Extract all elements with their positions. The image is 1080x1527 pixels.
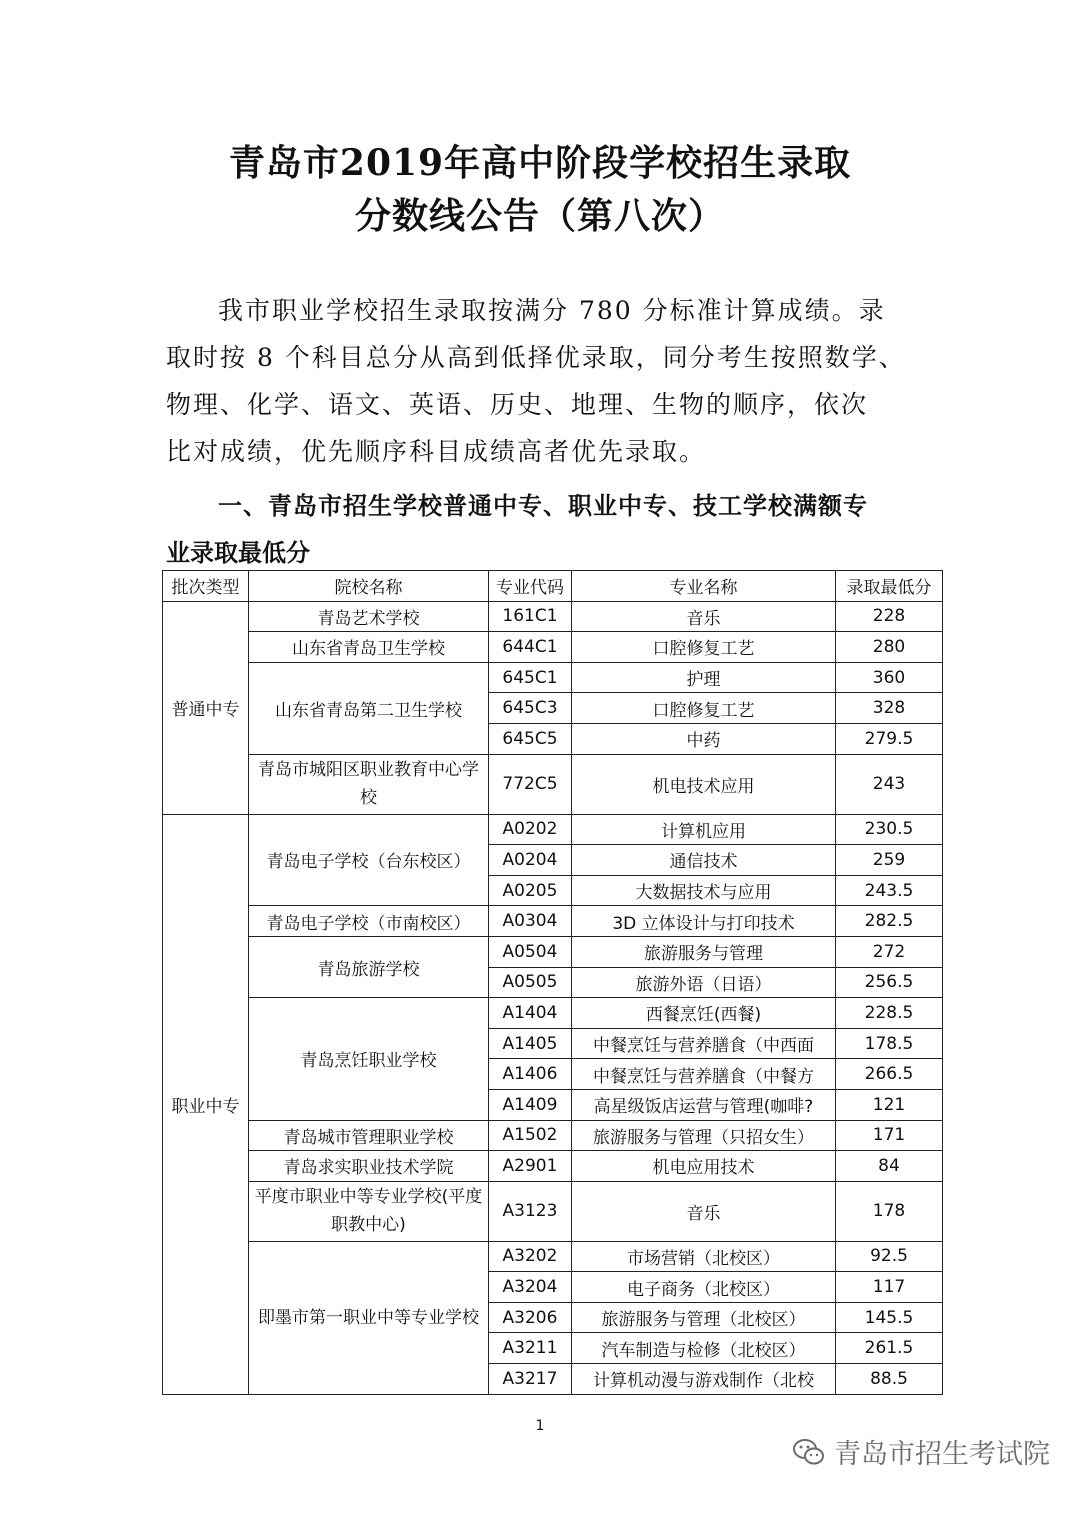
school-cell: 山东省青岛第二卫生学校 <box>249 662 489 754</box>
code-cell: A1405 <box>489 1028 572 1059</box>
major-cell: 计算机动漫与游戏制作（北校 <box>572 1364 836 1395</box>
major-cell: 高星级饭店运营与管理(咖啡? <box>572 1089 836 1120</box>
table-row <box>163 601 943 632</box>
score-cell: 256.5 <box>836 967 943 998</box>
watermark <box>792 1432 1050 1471</box>
table-row <box>163 998 943 1029</box>
score-cell: 272 <box>836 936 943 967</box>
table-header-row <box>163 571 943 602</box>
code-cell: 645C5 <box>489 723 572 754</box>
code-cell: A1409 <box>489 1089 572 1120</box>
code-cell: 161C1 <box>489 601 572 632</box>
major-cell: 3D 立体设计与打印技术 <box>572 906 836 937</box>
major-cell: 护理 <box>572 662 836 693</box>
major-cell: 音乐 <box>572 1181 836 1241</box>
score-cell: 243 <box>836 754 943 814</box>
score-cell: 261.5 <box>836 1333 943 1364</box>
batch-cell: 职业中专 <box>163 814 249 1394</box>
code-cell: 772C5 <box>489 754 572 814</box>
code-cell: A1502 <box>489 1120 572 1151</box>
admission-score-table <box>162 570 943 1395</box>
section-heading-line1: 一、青岛市招生学校普通中专、职业中专、技工学校满额专 <box>218 492 868 520</box>
table-row <box>163 936 943 967</box>
major-cell: 市场营销（北校区） <box>572 1241 836 1272</box>
code-cell: A3202 <box>489 1241 572 1272</box>
code-cell: A3217 <box>489 1364 572 1395</box>
code-cell: A3123 <box>489 1181 572 1241</box>
page-title-line1: 青岛市2019年高中阶段学校招生录取 <box>228 142 852 184</box>
score-cell: 360 <box>836 662 943 693</box>
code-cell: A0205 <box>489 875 572 906</box>
wechat-icon <box>792 1437 826 1467</box>
table-row <box>163 1241 943 1272</box>
intro-line: 取时按 8 个科目总分从高到低择优录取，同分考生按照数学、 <box>166 343 906 372</box>
school-cell: 即墨市第一职业中等专业学校 <box>249 1241 489 1394</box>
major-cell: 大数据技术与应用 <box>572 875 836 906</box>
score-cell: 230.5 <box>836 814 943 845</box>
score-cell: 280 <box>836 632 943 663</box>
school-cell: 青岛烹饪职业学校 <box>249 998 489 1120</box>
watermark-text: 青岛市招生考试院 <box>834 1439 1050 1470</box>
header-cell: 批次类型 <box>163 571 249 602</box>
major-cell: 旅游服务与管理（只招女生） <box>572 1120 836 1151</box>
major-cell: 旅游服务与管理 <box>572 936 836 967</box>
code-cell: A1404 <box>489 998 572 1029</box>
code-cell: A0505 <box>489 967 572 998</box>
score-cell: 178 <box>836 1181 943 1241</box>
major-cell: 汽车制造与检修（北校区） <box>572 1333 836 1364</box>
school-cell: 青岛市城阳区职业教育中心学校 <box>249 754 489 814</box>
major-cell: 机电技术应用 <box>572 754 836 814</box>
school-cell: 青岛电子学校（市南校区） <box>249 906 489 937</box>
page-title-line2: 分数线公告（第八次） <box>354 195 725 237</box>
code-cell: A3206 <box>489 1302 572 1333</box>
score-cell: 282.5 <box>836 906 943 937</box>
header-cell: 院校名称 <box>249 571 489 602</box>
major-cell: 口腔修复工艺 <box>572 632 836 663</box>
page-number: 1 <box>535 1418 545 1434</box>
header-cell: 录取最低分 <box>836 571 943 602</box>
score-cell: 328 <box>836 693 943 724</box>
intro-line: 比对成绩，优先顺序科目成绩高者优先录取。 <box>166 437 707 466</box>
score-cell: 178.5 <box>836 1028 943 1059</box>
code-cell: 645C1 <box>489 662 572 693</box>
code-cell: 644C1 <box>489 632 572 663</box>
score-cell: 145.5 <box>836 1302 943 1333</box>
score-cell: 171 <box>836 1120 943 1151</box>
table-row <box>163 1151 943 1182</box>
school-cell: 青岛旅游学校 <box>249 936 489 997</box>
table-row <box>163 1181 943 1241</box>
score-cell: 84 <box>836 1151 943 1182</box>
code-cell: A0304 <box>489 906 572 937</box>
code-cell: A0504 <box>489 936 572 967</box>
score-cell: 228.5 <box>836 998 943 1029</box>
table-row <box>163 906 943 937</box>
score-cell: 117 <box>836 1272 943 1303</box>
major-cell: 通信技术 <box>572 845 836 876</box>
school-cell: 青岛电子学校（台东校区） <box>249 814 489 906</box>
major-cell: 中餐烹饪与营养膳食（中餐方 <box>572 1059 836 1090</box>
code-cell: A2901 <box>489 1151 572 1182</box>
table-row <box>163 1120 943 1151</box>
score-cell: 243.5 <box>836 875 943 906</box>
header-cell: 专业名称 <box>572 571 836 602</box>
header-cell: 专业代码 <box>489 571 572 602</box>
major-cell: 口腔修复工艺 <box>572 693 836 724</box>
score-cell: 266.5 <box>836 1059 943 1090</box>
major-cell: 机电应用技术 <box>572 1151 836 1182</box>
major-cell: 旅游服务与管理（北校区） <box>572 1302 836 1333</box>
table-row <box>163 754 943 814</box>
score-cell: 228 <box>836 601 943 632</box>
score-cell: 279.5 <box>836 723 943 754</box>
table-row <box>163 632 943 663</box>
school-cell: 青岛艺术学校 <box>249 601 489 632</box>
major-cell: 计算机应用 <box>572 814 836 845</box>
batch-cell: 普通中专 <box>163 601 249 814</box>
code-cell: A3204 <box>489 1272 572 1303</box>
major-cell: 音乐 <box>572 601 836 632</box>
intro-line: 物理、化学、语文、英语、历史、地理、生物的顺序，依次 <box>166 390 869 419</box>
code-cell: A0204 <box>489 845 572 876</box>
major-cell: 电子商务（北校区） <box>572 1272 836 1303</box>
score-cell: 259 <box>836 845 943 876</box>
intro-paragraph <box>166 287 926 475</box>
code-cell: A3211 <box>489 1333 572 1364</box>
code-cell: 645C3 <box>489 693 572 724</box>
school-cell: 山东省青岛卫生学校 <box>249 632 489 663</box>
major-cell: 西餐烹饪(西餐) <box>572 998 836 1029</box>
section-heading-line2: 业录取最低分 <box>166 539 310 567</box>
school-cell: 平度市职业中等专业学校(平度职教中心) <box>249 1181 489 1241</box>
table-row <box>163 814 943 845</box>
score-cell: 88.5 <box>836 1364 943 1395</box>
school-cell: 青岛求实职业技术学院 <box>249 1151 489 1182</box>
table-row <box>163 662 943 693</box>
code-cell: A0202 <box>489 814 572 845</box>
score-cell: 121 <box>836 1089 943 1120</box>
code-cell: A1406 <box>489 1059 572 1090</box>
major-cell: 旅游外语（日语） <box>572 967 836 998</box>
major-cell: 中餐烹饪与营养膳食（中西面 <box>572 1028 836 1059</box>
major-cell: 中药 <box>572 723 836 754</box>
intro-line: 我市职业学校招生录取按满分 780 分标准计算成绩。录 <box>218 296 886 325</box>
score-cell: 92.5 <box>836 1241 943 1272</box>
school-cell: 青岛城市管理职业学校 <box>249 1120 489 1151</box>
